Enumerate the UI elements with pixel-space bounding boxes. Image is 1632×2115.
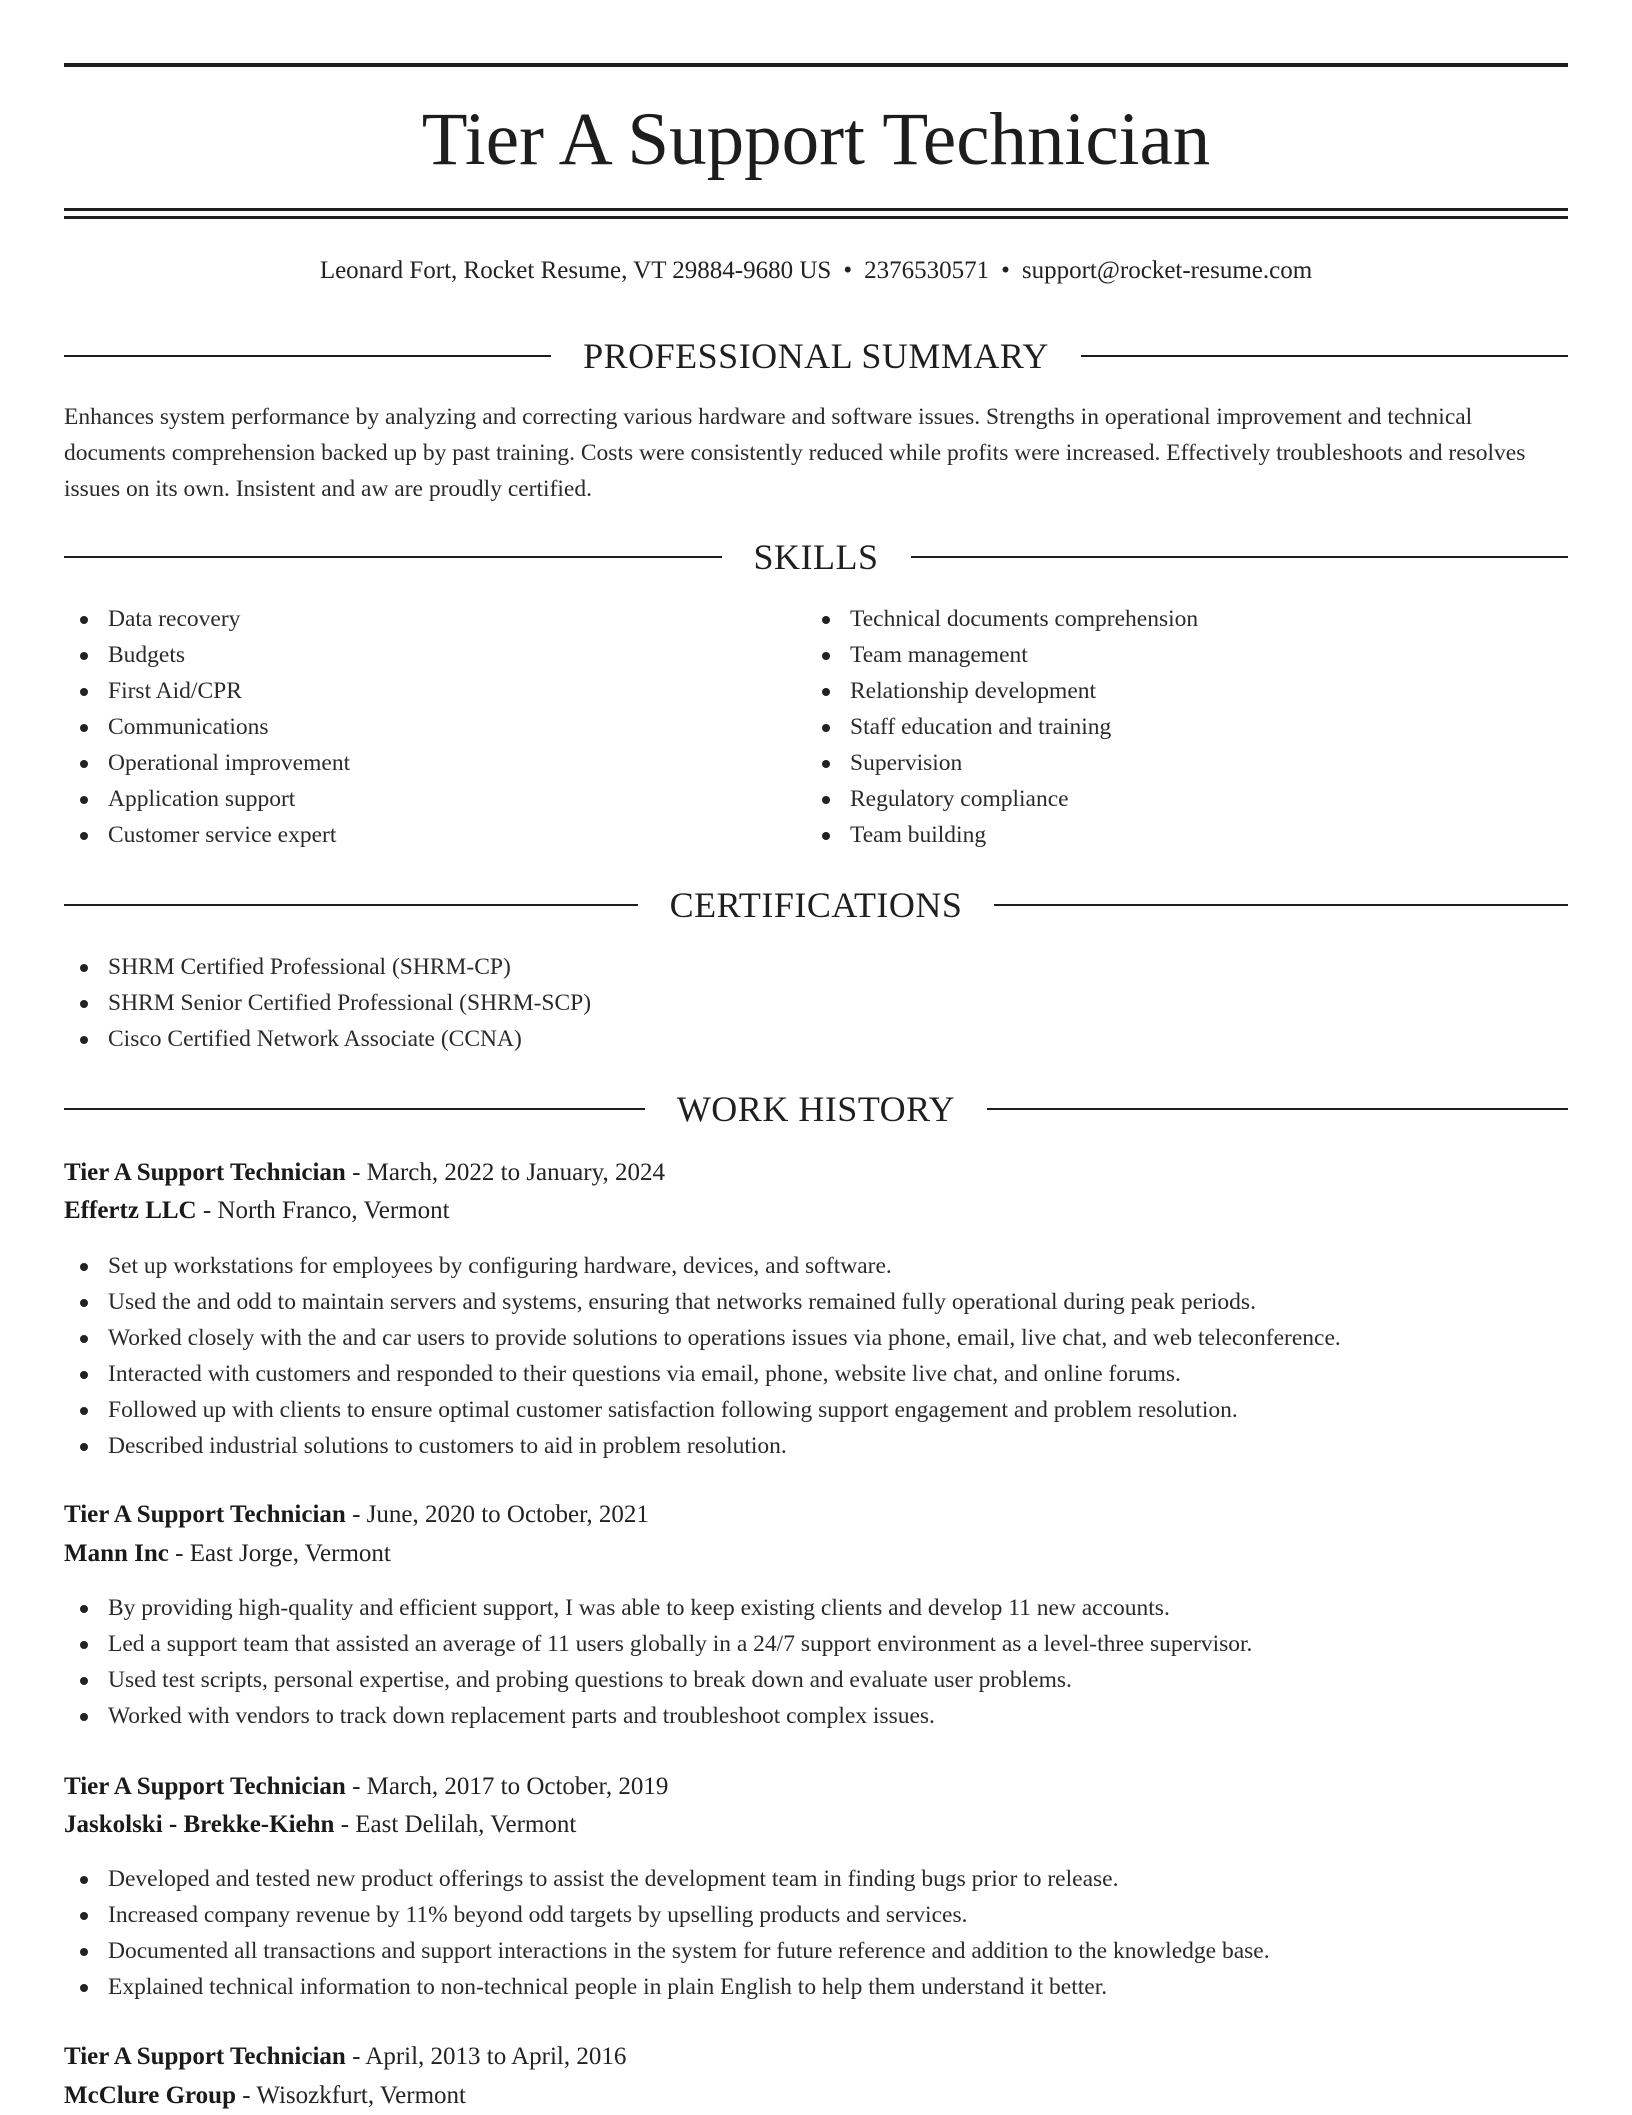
job-company-line: Jaskolski - Brekke-Kiehn - East Delilah, Vermont (64, 1811, 577, 1838)
job-location: North Franco, Vermont (217, 1197, 450, 1224)
skill-item: Budgets (64, 637, 350, 673)
skill-item: Communications (64, 709, 350, 745)
job-location: Wisozkfurt, Vermont (256, 2082, 466, 2109)
job-bullet: Used the and odd to maintain servers and systems, ensuring that networks remained fully operational during peak periods. (64, 1284, 1341, 1320)
job-bullet: Described industrial solutions to customers to aid in problem resolution. (64, 1428, 1341, 1464)
heading-rule (64, 904, 638, 906)
heading-rule (987, 1108, 1568, 1110)
skill-item: Operational improvement (64, 745, 350, 781)
skill-item: First Aid/CPR (64, 673, 350, 709)
heading-rule (911, 556, 1569, 558)
job-role: Tier A Support Technician (64, 1501, 346, 1528)
heading-rule (64, 1108, 645, 1110)
contact-line (64, 253, 1568, 289)
job-company: Effertz LLC (64, 1197, 197, 1224)
job-bullet: Led a support team that assisted an average of 11 users globally in a 24/7 support environment as a level-three supervisor. (64, 1626, 1252, 1662)
job-bullet: Interacted with customers and responded to their questions via email, phone, website live chat, and online forums. (64, 1356, 1341, 1392)
job-dates: March, 2017 to October, 2019 (366, 1773, 669, 1800)
contact-email: support@rocket-resume.com (1021, 257, 1313, 284)
skills-list-left (64, 601, 350, 853)
skill-item: Data recovery (64, 601, 350, 637)
summary-text: Enhances system performance by analyzing and correcting various hardware and software issues. Strengths in operational improvement and technical documents comprehension backed up by past training. Costs were consistently reduced while profits were increased. Effectively troubleshoots and resolves issues on its own. Insistent and aw are proudly certified. (64, 404, 1526, 502)
skill-item: Application support (64, 781, 350, 817)
top-rule (64, 63, 1568, 67)
certification-item: Cisco Certified Network Associate (CCNA) (64, 1021, 591, 1057)
job-bullet: Documented all transactions and support interactions in the system for future reference and addition to the knowledge base. (64, 1933, 1270, 1969)
job-role-line: Tier A Support Technician - June, 2020 to October, 2021 (64, 1501, 649, 1528)
skill-item: Customer service expert (64, 817, 350, 853)
job-bullet: Used test scripts, personal expertise, and probing questions to break down and evaluate user problems. (64, 1662, 1252, 1698)
skill-item: Technical documents comprehension (806, 601, 1198, 637)
job-dates: April, 2013 to April, 2016 (365, 2043, 627, 2070)
job-role: Tier A Support Technician (64, 1159, 346, 1186)
contact-separator: • (843, 257, 853, 284)
contact-separator: • (1001, 257, 1010, 284)
certification-item: SHRM Senior Certified Professional (SHRM-SCP) (64, 985, 591, 1021)
skill-item: Relationship development (806, 673, 1198, 709)
work-history-heading-label: WORK HISTORY (676, 1089, 956, 1129)
heading-rule (994, 904, 1568, 906)
job-location: East Jorge, Vermont (189, 1540, 391, 1567)
work-history-heading (64, 1087, 1568, 1131)
certifications-heading-label: CERTIFICATIONS (669, 885, 963, 925)
job-bullet: By providing high-quality and efficient support, I was able to keep existing clients and develop 11 new accounts. (64, 1590, 1252, 1626)
skills-heading-label: SKILLS (753, 537, 879, 577)
job-bullets (64, 1861, 1270, 2005)
skill-item: Supervision (806, 745, 1198, 781)
job-role-line: Tier A Support Technician - March, 2022 to January, 2024 (64, 1159, 665, 1186)
skills-list-right (806, 601, 1198, 853)
certifications-list (64, 949, 591, 1057)
summary-heading (64, 334, 1568, 378)
job-bullet: Developed and tested new product offerings to assist the development team in finding bugs prior to release. (64, 1861, 1270, 1897)
job-company: Jaskolski - Brekke-Kiehn (64, 1811, 335, 1838)
title-rule-upper (64, 208, 1568, 211)
skills-heading (64, 535, 1568, 579)
job-bullet: Increased company revenue by 11% beyond odd targets by upselling products and services. (64, 1897, 1270, 1933)
page-title: Tier A Support Technician (421, 98, 1211, 181)
job-bullet: Worked with vendors to track down replacement parts and troubleshoot complex issues. (64, 1698, 1252, 1734)
job-bullets (64, 1248, 1341, 1464)
job-bullet: Worked closely with the and car users to provide solutions to operations issues via phone, email, live chat, and web teleconference. (64, 1320, 1341, 1356)
job-role-line: Tier A Support Technician - April, 2013 to April, 2016 (64, 2043, 627, 2070)
certifications-heading (64, 883, 1568, 927)
job-role: Tier A Support Technician (64, 1773, 346, 1800)
job-bullet: Followed up with clients to ensure optimal customer satisfaction following support engagement and problem resolution. (64, 1392, 1341, 1428)
job-company: Mann Inc (64, 1540, 169, 1567)
skill-item: Staff education and training (806, 709, 1198, 745)
heading-rule (1081, 355, 1568, 357)
job-company-line: Mann Inc - East Jorge, Vermont (64, 1540, 391, 1567)
skill-item: Team building (806, 817, 1198, 853)
certification-item: SHRM Certified Professional (SHRM-CP) (64, 949, 591, 985)
job-bullets (64, 1590, 1252, 1734)
heading-rule (64, 355, 551, 357)
heading-rule (64, 556, 722, 558)
job-dates: March, 2022 to January, 2024 (366, 1159, 665, 1186)
job-company: McClure Group (64, 2082, 236, 2109)
skill-item: Regulatory compliance (806, 781, 1198, 817)
job-role: Tier A Support Technician (64, 2043, 346, 2070)
job-location: East Delilah, Vermont (355, 1811, 577, 1838)
summary-heading-label: PROFESSIONAL SUMMARY (583, 336, 1049, 376)
title-rule-lower (64, 216, 1568, 219)
job-dates: June, 2020 to October, 2021 (366, 1501, 649, 1528)
job-bullet: Set up workstations for employees by configuring hardware, devices, and software. (64, 1248, 1341, 1284)
job-bullet: Explained technical information to non-technical people in plain English to help them understand it better. (64, 1969, 1270, 2005)
contact-address: Leonard Fort, Rocket Resume, VT 29884-9680 US (319, 257, 832, 284)
contact-phone: 2376530571 (864, 257, 990, 284)
job-company-line: Effertz LLC - North Franco, Vermont (64, 1197, 450, 1224)
job-company-line: McClure Group - Wisozkfurt, Vermont (64, 2082, 466, 2109)
skill-item: Team management (806, 637, 1198, 673)
job-role-line: Tier A Support Technician - March, 2017 to October, 2019 (64, 1773, 669, 1800)
